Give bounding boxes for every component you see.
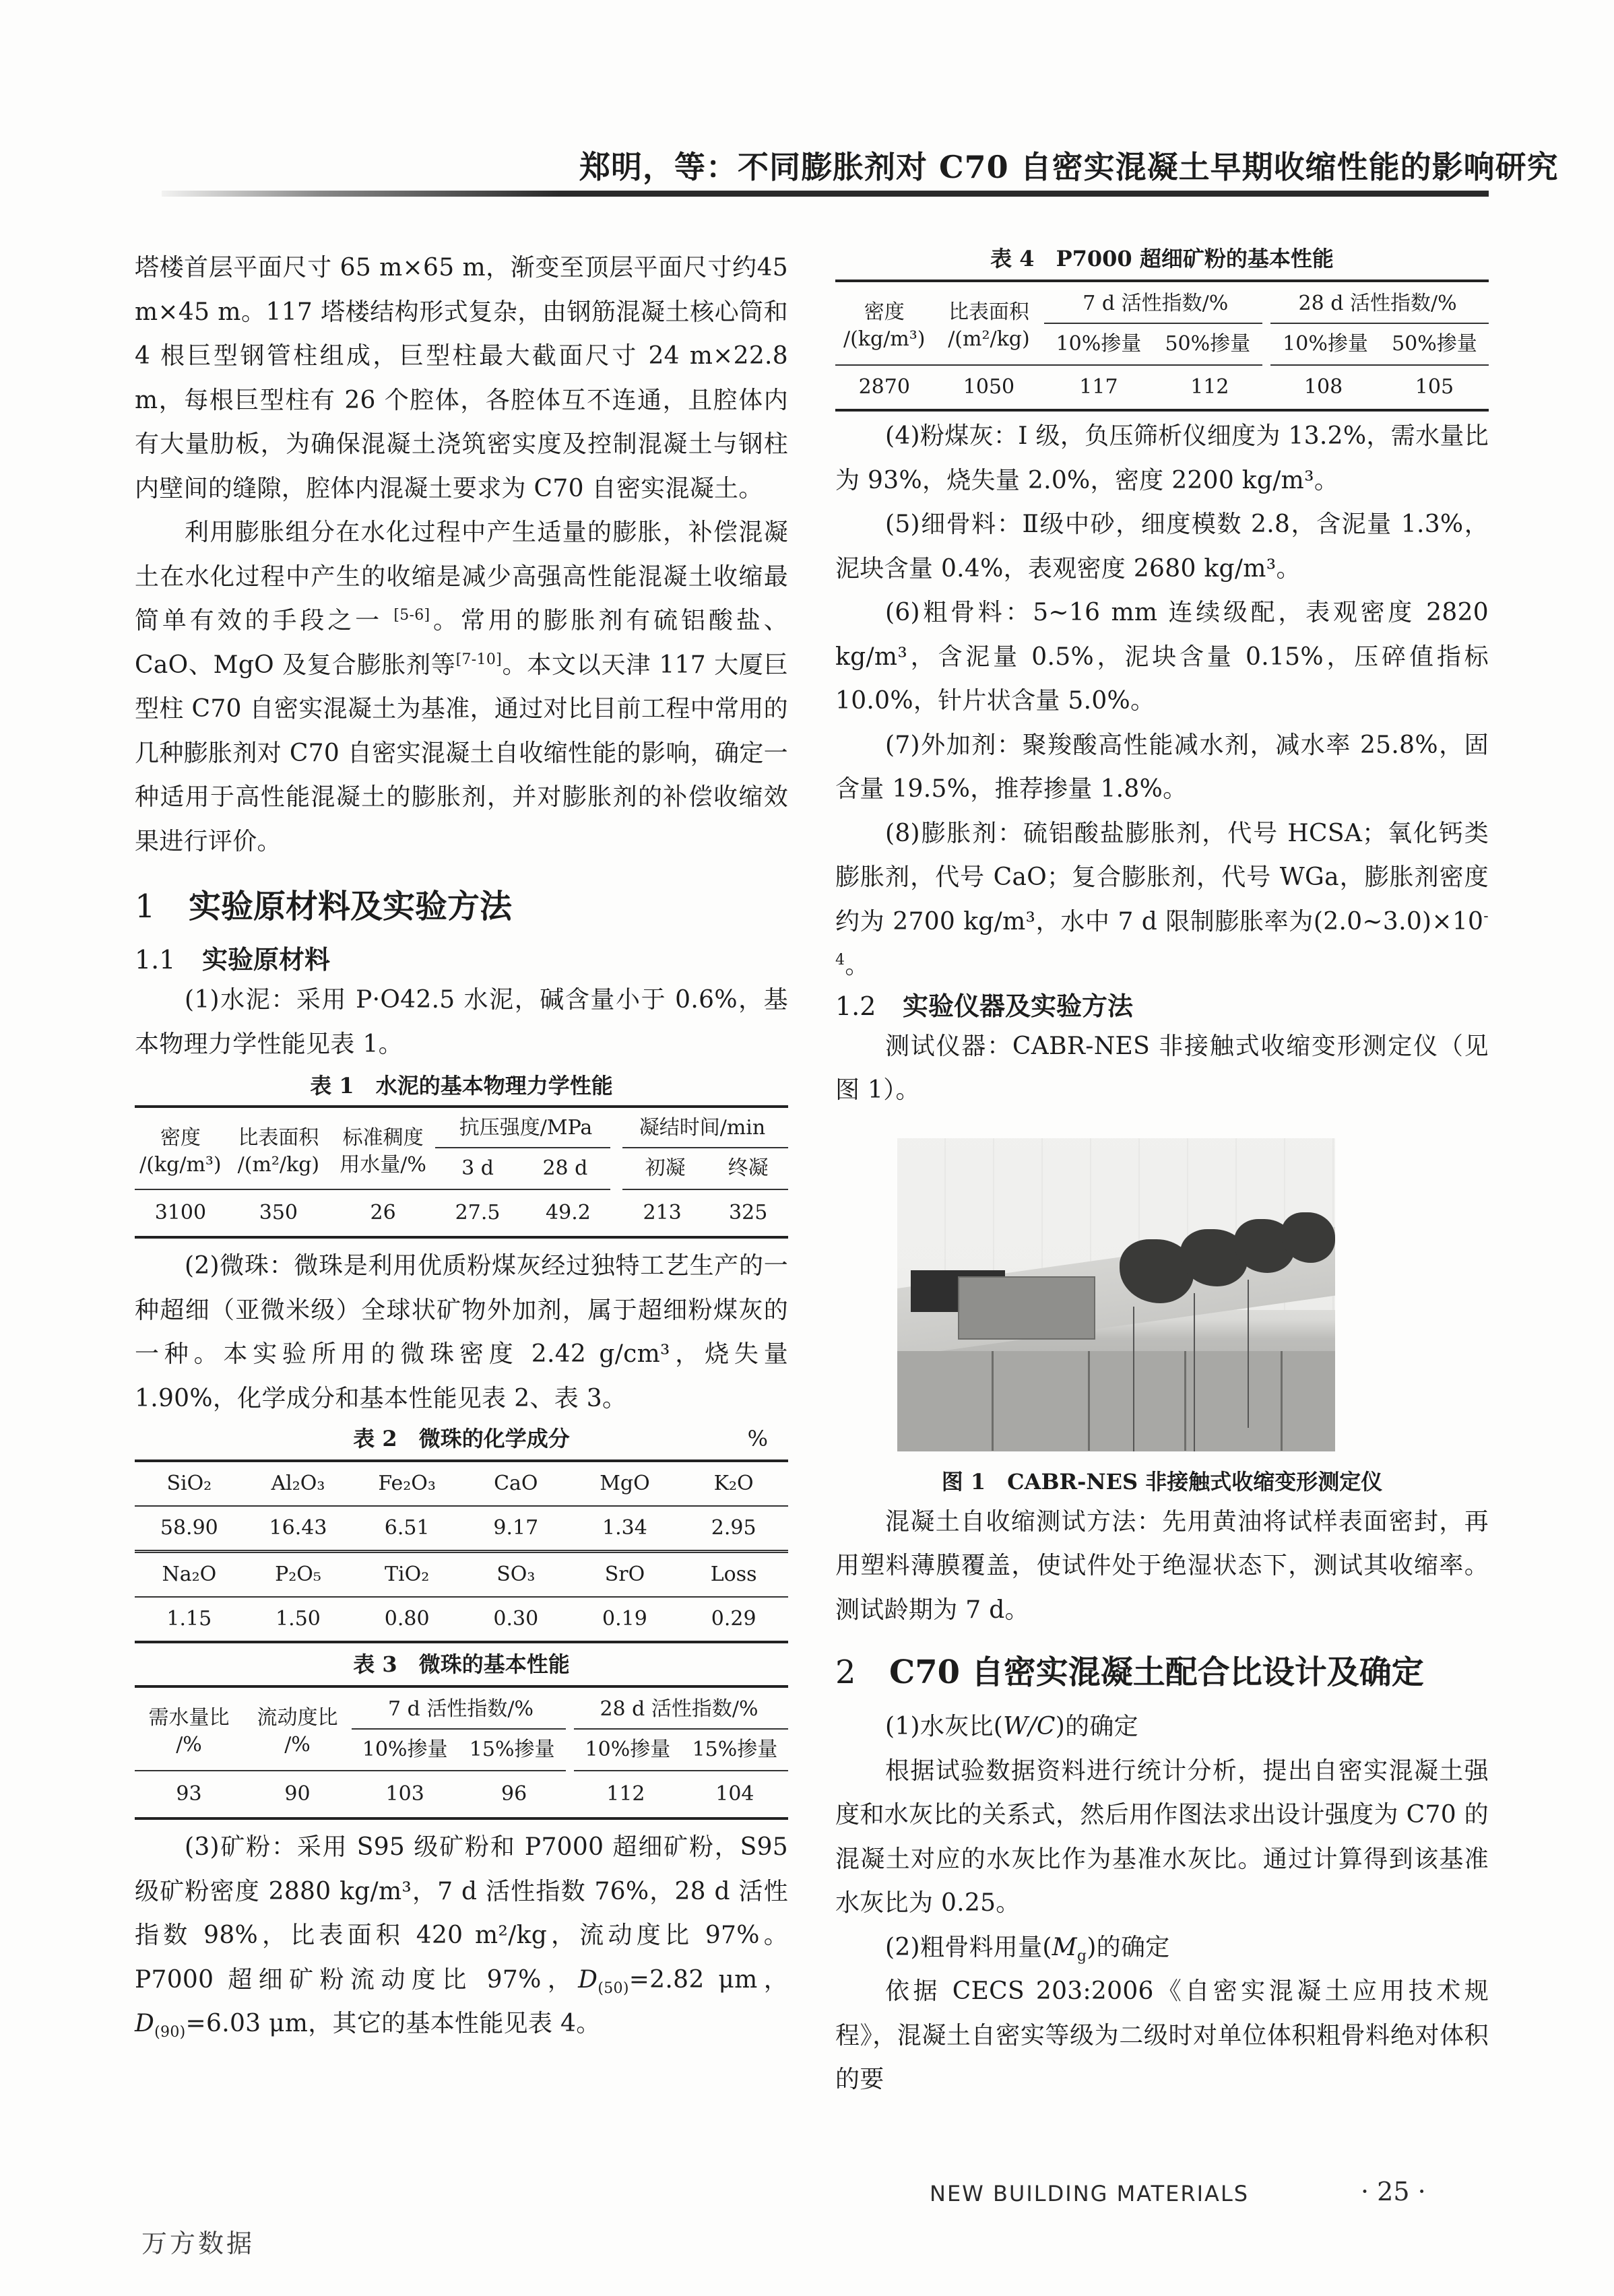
t1-cell: 213 xyxy=(643,1201,682,1224)
t3-sub: 10%掺量 xyxy=(352,1729,458,1771)
t3-cell: 90 xyxy=(284,1782,311,1806)
photo-wire xyxy=(1248,1280,1249,1428)
t3-header-water: 需水量比 /% xyxy=(148,1706,230,1757)
method-paragraph: 混凝土自收缩测试方法：先用黄油将试样表面密封，再用塑料薄膜覆盖，使试件处于绝湿状态下，测试其收缩率。测试龄期为 7 d。 xyxy=(835,1507,1489,1624)
t3-cell: 112 xyxy=(606,1782,645,1806)
page-number: · 25 · xyxy=(1361,2177,1426,2206)
intro-p2-text-b: 。常用的膨胀剂有硫铝酸盐、CaO、MgO 及复合膨胀剂等 xyxy=(135,607,788,679)
t4-cell: 108 xyxy=(1303,375,1343,399)
section-1-2-title: 实验仪器及实验方法 xyxy=(903,990,1134,1021)
t3-sub: 10%掺量 xyxy=(570,1729,682,1771)
table-2-unit: % xyxy=(747,1426,768,1451)
t1-cell: 3100 xyxy=(154,1201,207,1224)
t1-cell: 27.5 xyxy=(455,1201,501,1224)
t2-cell: 1.50 xyxy=(276,1607,321,1631)
admixture-paragraph: (7)外加剂：聚羧酸高性能减水剂，减水率 25.8%，固含量 19.5%，推荐掺量 1.8%。 xyxy=(835,731,1489,803)
running-title: 郑明，等：不同膨胀剂对 C70 自密实混凝土早期收缩性能的影响研究 xyxy=(579,149,1559,185)
t4-cell: 2870 xyxy=(858,375,910,399)
t2-cell: 1.15 xyxy=(166,1607,212,1631)
section-1-title: 实验原材料及实验方法 xyxy=(189,888,513,925)
t2-head: SiO₂ xyxy=(166,1472,212,1495)
t2-cell: 1.34 xyxy=(602,1516,647,1540)
t1-cell: 350 xyxy=(259,1201,298,1224)
t3-sub: 15%掺量 xyxy=(682,1729,788,1771)
instrument-paragraph: 测试仪器：CABR-NES 非接触式收缩变形测定仪（见图 1）。 xyxy=(835,1032,1489,1104)
section-1-2-heading xyxy=(835,988,1489,1024)
t1-sub-final: 终凝 xyxy=(708,1148,788,1189)
t1-sub-28d: 28 d xyxy=(520,1148,616,1189)
t2-cell: 58.90 xyxy=(160,1516,218,1540)
t4-sub: 50%掺量 xyxy=(1380,323,1489,365)
t1-sub-initial: 初凝 xyxy=(616,1148,708,1189)
section-2-heading xyxy=(835,1652,1489,1693)
section-1-1-title: 实验原材料 xyxy=(202,944,331,975)
photo-wire xyxy=(1133,1307,1134,1451)
photo-wire xyxy=(1194,1293,1195,1451)
section-1-heading xyxy=(135,886,788,927)
t1-header-strength: 抗压强度/MPa xyxy=(459,1116,593,1140)
mg-subscript: g xyxy=(1076,1947,1087,1965)
wanfang-watermark: 万方数据 xyxy=(141,2229,255,2258)
table-1-caption: 表 1 水泥的基本物理力学性能 xyxy=(310,1073,613,1098)
photo-cabinet xyxy=(897,1351,1335,1451)
t4-sub: 50%掺量 xyxy=(1153,323,1266,365)
t3-header-7d: 7 d 活性指数/% xyxy=(388,1697,534,1721)
t3-cell: 96 xyxy=(501,1782,527,1806)
slag-text-a: (3)矿粉：采用 S95 级矿粉和 P7000 超细矿粉，S95 级矿粉密度 2880 kg/m³，7 d 活性指数 76%，28 d 活性指数 98%，比表面积 420 m²/kg，流动度比 97%。P7000 超细矿粉流动度比 97%， xyxy=(135,1833,788,1994)
intro-paragraph-1: 塔楼首层平面尺寸 65 m×65 m，渐变至顶层平面尺寸约45 m×45 m。117 塔楼结构形式复杂，由钢筋混凝土核心筒和 4 根巨型钢管柱组成，巨型柱最大截面尺寸 24 m×22.8 m，每根巨型柱有 26 个腔体，各腔体互不连通，且腔体内有大量肋板，为确保混凝土浇筑密实度及控制混凝土与钢柱内壁间的缝隙，腔体内混凝土要求为 C70 自密实混凝土。 xyxy=(135,254,788,502)
t2-head: Fe₂O₃ xyxy=(378,1472,436,1495)
t3-header-flow: 流动度比 /% xyxy=(257,1706,338,1757)
t2-head: TiO₂ xyxy=(385,1563,430,1586)
t2-cell: 0.29 xyxy=(711,1607,756,1631)
t3-cell: 93 xyxy=(176,1782,202,1806)
t4-cell: 105 xyxy=(1415,375,1454,399)
wc-title-b: )的确定 xyxy=(1055,1713,1138,1740)
t4-header-surface: 比表面积 /(m²/kg) xyxy=(948,300,1030,351)
t2-cell: 9.17 xyxy=(493,1516,539,1540)
t2-head: Al₂O₃ xyxy=(271,1472,325,1495)
left-column xyxy=(135,246,788,2046)
right-column xyxy=(835,246,1489,2102)
t1-sub-3d: 3 d xyxy=(435,1148,520,1189)
t2-head: SO₃ xyxy=(496,1563,536,1586)
table-4-caption: 表 4 P7000 超细矿粉的基本性能 xyxy=(990,246,1334,271)
t4-header-density: 密度 /(kg/m³) xyxy=(843,300,926,351)
journal-name: NEW BUILDING MATERIALS xyxy=(930,2181,1250,2206)
coarse-aggregate-paragraph: (6)粗骨料：5~16 mm 连续级配，表观密度 2820 kg/m³，含泥量 0.5%，泥块含量 0.15%，压碎值指标 10.0%，针片状含量 5.0%。 xyxy=(835,599,1489,715)
t2-head: P₂O₅ xyxy=(275,1563,321,1586)
table-row xyxy=(135,1506,788,1552)
intro-paragraph-2 xyxy=(135,511,788,863)
photo-instrument-box xyxy=(958,1276,1095,1340)
flyash-paragraph: (4)粉煤灰：I 级，负压筛析仪细度为 13.2%，需水量比为 93%，烧失量 2.0%，密度 2200 kg/m³。 xyxy=(835,422,1489,494)
section-1-2-number: 1.2 xyxy=(835,991,876,1021)
mg-title-b: )的确定 xyxy=(1087,1933,1170,1961)
table-2-caption xyxy=(135,1423,788,1454)
expansive-text-a: (8)膨胀剂：硫铝酸盐膨胀剂，代号 HCSA；氧化钙类膨胀剂，代号 CaO；复合膨胀剂，代号 WGa，膨胀剂密度约为 2700 kg/m³，水中 7 d 限制膨胀率为(2.0~3.0)×10 xyxy=(835,819,1489,936)
section-2-number: 2 xyxy=(835,1653,856,1691)
header-rule xyxy=(162,191,1489,197)
t2-head: SrO xyxy=(604,1563,645,1586)
t1-cell: 49.2 xyxy=(546,1201,591,1224)
mg-title-a: (2)粗骨料用量( xyxy=(885,1933,1052,1961)
table-1 xyxy=(135,1105,788,1239)
t4-sub: 10%掺量 xyxy=(1044,323,1153,365)
mg-subheading xyxy=(835,1926,1489,1970)
t4-header-7d: 7 d 活性指数/% xyxy=(1083,292,1229,315)
table-2 xyxy=(135,1459,788,1643)
table-row xyxy=(835,365,1489,410)
figure-1-caption: 图 1 CABR-NES 非接触式收缩变形测定仪 xyxy=(941,1468,1383,1495)
wc-symbol: W/C xyxy=(1003,1713,1056,1740)
expansive-text-b: 。 xyxy=(845,952,870,979)
table-row xyxy=(135,1771,788,1818)
expansive-agent-paragraph xyxy=(835,812,1489,988)
table-3-caption: 表 3 微珠的基本性能 xyxy=(353,1651,570,1677)
table-4 xyxy=(835,280,1489,412)
d90-symbol: D xyxy=(135,2010,155,2037)
t2-head: Na₂O xyxy=(162,1563,217,1586)
t2-head: K₂O xyxy=(713,1472,754,1495)
section-1-1-number: 1.1 xyxy=(135,945,176,975)
t4-cell: 112 xyxy=(1190,375,1229,399)
t3-cell: 103 xyxy=(385,1782,424,1806)
table-row xyxy=(135,1552,788,1598)
t2-head: CaO xyxy=(494,1472,538,1495)
table-3 xyxy=(135,1685,788,1820)
slag-text-c: =6.03 μm，其它的基本性能见表 4。 xyxy=(185,2010,601,2037)
cement-paragraph: (1)水泥：采用 P·O42.5 水泥，碱含量小于 0.6%，基本物理力学性能见表 1。 xyxy=(135,986,788,1058)
t1-cell: 26 xyxy=(370,1201,396,1224)
table-row xyxy=(135,1597,788,1642)
d50-subscript: (50) xyxy=(598,1979,629,1997)
t2-cell: 6.51 xyxy=(384,1516,430,1540)
exponent: -4 xyxy=(835,907,1489,969)
t1-header-water: 标准稠度 用水量/% xyxy=(340,1126,426,1177)
intro-p2-text-a: 利用膨胀组分在水化过程中产生适量的膨胀，补偿混凝土在水化过程中产生的收缩是减少高强高性能混凝土收缩最简单有效的手段之一 xyxy=(135,519,788,634)
mg-paragraph: 依据 CECS 203:2006《自密实混凝土应用技术规程》，混凝土自密实等级为二级时对单位体积粗骨料绝对体积的要 xyxy=(835,1977,1489,2093)
citation-7-10[interactable]: [7-10] xyxy=(455,651,503,668)
table-row xyxy=(135,1189,788,1237)
slag-text-b: =2.82 μm， xyxy=(628,1965,789,1994)
t2-cell: 0.80 xyxy=(384,1607,430,1631)
slag-paragraph xyxy=(135,1825,788,2046)
t1-cell: 325 xyxy=(729,1201,768,1224)
t2-cell: 16.43 xyxy=(269,1516,327,1540)
wc-subheading xyxy=(835,1705,1489,1749)
microbead-paragraph: (2)微珠：微珠是利用优质粉煤灰经过独特工艺生产的一种超细（亚微米级）全球状矿物外加剂，属于超细粉煤灰的一种。本实验所用的微珠密度 2.42 g/cm³，烧失量1.90%，化学成分和基本性能见表 2、表 3。 xyxy=(135,1252,788,1412)
t2-cell: 0.19 xyxy=(602,1607,647,1631)
t4-cell: 1050 xyxy=(963,375,1015,399)
d90-subscript: (90) xyxy=(154,2024,186,2041)
figure-1-photo xyxy=(897,1138,1335,1451)
t4-header-28d: 28 d 活性指数/% xyxy=(1298,292,1457,315)
section-1-1-heading xyxy=(135,942,788,978)
citation-5-6[interactable]: [5-6] xyxy=(393,607,430,624)
wc-paragraph: 根据试验数据资料进行统计分析，提出自密实混凝土强度和水灰比的关系式，然后用作图法求出设计强度为 C70 的混凝土对应的水灰比作为基准水灰比。通过计算得到该基准水灰比为 0.25。 xyxy=(835,1757,1489,1917)
section-2-title: C70 自密实混凝土配合比设计及确定 xyxy=(889,1653,1424,1691)
t4-cell: 117 xyxy=(1079,375,1118,399)
table-2-title: 表 2 微珠的化学成分 xyxy=(353,1426,570,1451)
t1-header-density: 密度 /(kg/m³) xyxy=(139,1126,222,1177)
fine-aggregate-paragraph: (5)细骨料：Ⅱ级中砂，细度模数 2.8，含泥量 1.3%，泥块含量 0.4%，表观密度 2680 kg/m³。 xyxy=(835,511,1489,583)
d50-symbol: D xyxy=(578,1965,598,1994)
t1-header-setting: 凝结时间/min xyxy=(639,1116,766,1140)
mg-symbol: M xyxy=(1052,1933,1077,1961)
t2-head: Loss xyxy=(710,1563,757,1586)
t3-sub: 15%掺量 xyxy=(458,1729,570,1771)
t1-header-surface: 比表面积 /(m²/kg) xyxy=(237,1126,320,1177)
t2-cell: 0.30 xyxy=(493,1607,539,1631)
section-1-number: 1 xyxy=(135,888,156,925)
table-row xyxy=(135,1461,788,1506)
t4-sub: 10%掺量 xyxy=(1266,323,1380,365)
wc-title-a: (1)水灰比( xyxy=(885,1713,1004,1740)
t3-cell: 104 xyxy=(715,1782,754,1806)
t2-head: MgO xyxy=(600,1472,650,1495)
intro-p2-text-c: 。本文以天津 117 大厦巨型柱 C70 自密实混凝土为基准，通过对比目前工程中常用的几种膨胀剂对 C70 自密实混凝土自收缩性能的影响，确定一种适用于高性能混凝土的膨胀剂，并对膨胀剂的补偿收缩效果进行评价。 xyxy=(135,651,788,855)
t3-header-28d: 28 d 活性指数/% xyxy=(600,1697,758,1721)
t2-cell: 2.95 xyxy=(711,1516,756,1540)
